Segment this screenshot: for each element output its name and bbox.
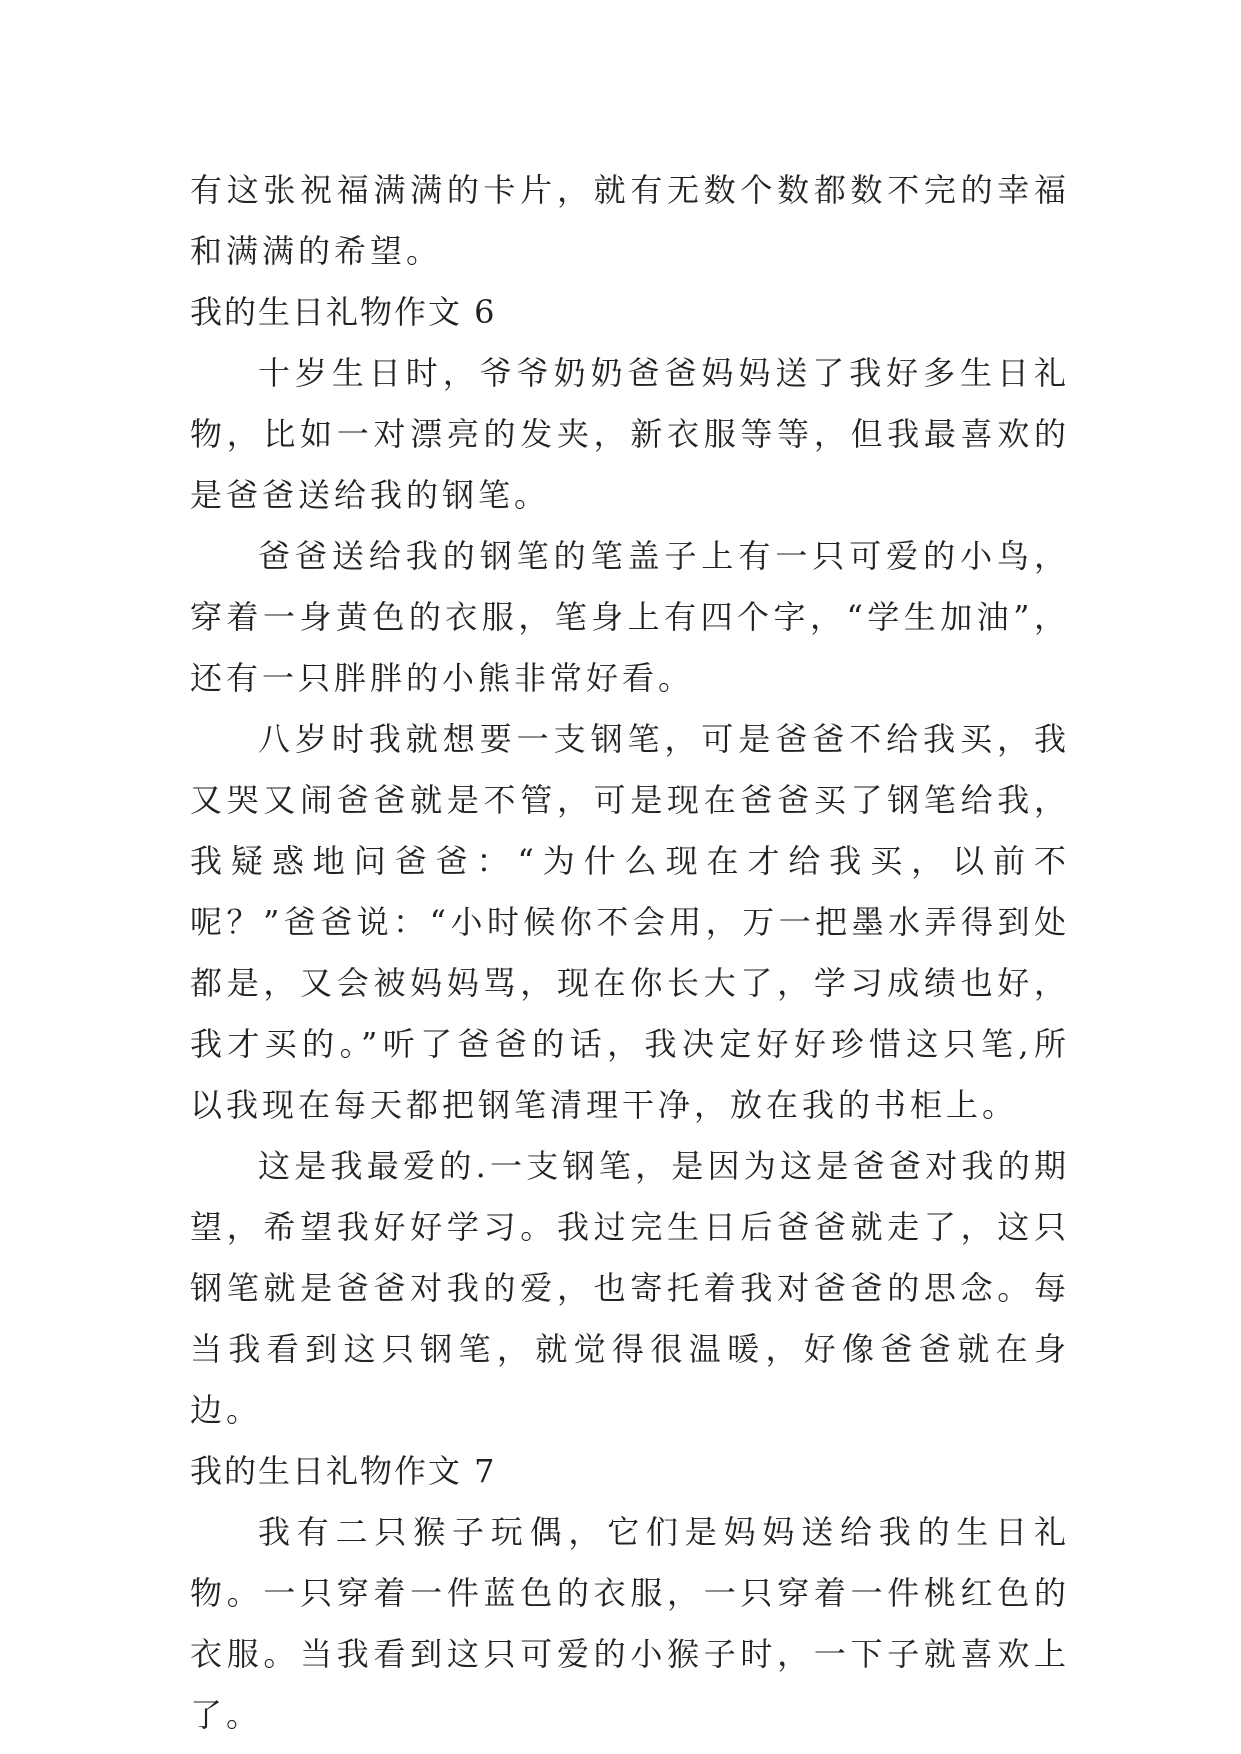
section-heading-7: 我的生日礼物作文 7	[190, 1452, 497, 1490]
paragraph: 爸爸送给我的钢笔的笔盖子上有一只可爱的小鸟，穿着一身黄色的衣服，笔身上有四个字，“学生加油”，还有一只胖胖的小熊非常好看。	[190, 537, 1070, 697]
paragraph-continuation: 有这张祝福满满的卡片，就有无数个数都数不完的幸福和满满的希望。	[190, 171, 1070, 270]
section-heading-6: 我的生日礼物作文 6	[190, 293, 497, 331]
paragraph: 这是我最爱的.一支钢笔，是因为这是爸爸对我的期望，希望我好好学习。我过完生日后爸爸就走了，这只钢笔就是爸爸对我的爱，也寄托着我对爸爸的思念。每当我看到这只钢笔，就觉得很温暖，好像爸爸就在身边。	[190, 1147, 1070, 1429]
paragraph: 十岁生日时，爷爷奶奶爸爸妈妈送了我好多生日礼物，比如一对漂亮的发夹，新衣服等等，但我最喜欢的是爸爸送给我的钢笔。	[190, 354, 1070, 514]
paragraph: 八岁时我就想要一支钢笔，可是爸爸不给我买，我又哭又闹爸爸就是不管，可是现在爸爸买了钢笔给我，我疑惑地问爸爸：“为什么现在才给我买，以前不呢？”爸爸说：“小时候你不会用，万一把墨水弄得到处都是，又会被妈妈骂，现在你长大了，学习成绩也好，我才买的。”听了爸爸的话，我决定好好珍惜这只笔,所以我现在每天都把钢笔清理干净，放在我的书柜上。	[190, 720, 1070, 1124]
paragraph: 我有二只猴子玩偶，它们是妈妈送给我的生日礼物。一只穿着一件蓝色的衣服，一只穿着一件桃红色的衣服。当我看到这只可爱的小猴子时，一下子就喜欢上了。	[190, 1513, 1070, 1734]
document-body	[190, 160, 1070, 1746]
